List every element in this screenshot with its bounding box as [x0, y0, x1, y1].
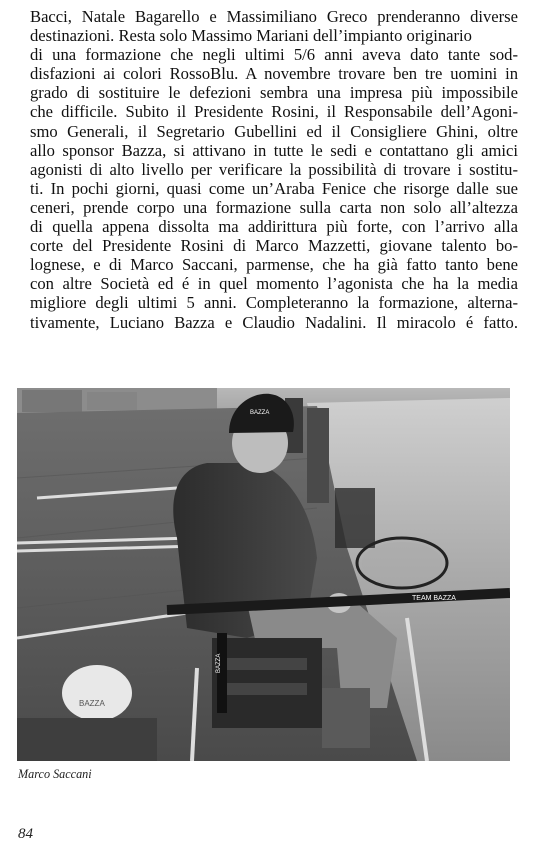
text-line: con altre Società ed é in quel momento l’agonista che ha la media [30, 274, 518, 294]
building [87, 392, 137, 410]
building [22, 390, 82, 412]
distant-figure [307, 408, 329, 503]
text-line: che difficile. Subito il Presidente Rosini, il Responsabile dell’Agoni- [30, 102, 518, 122]
text-line: smo Generali, il Segretario Gubellini ed il Consigliere Ghini, oltre [30, 121, 518, 141]
pole-logo: TEAM BAZZA [412, 595, 456, 602]
text-line: grado di sostituire le defezioni sembra una impresa più impossibile [30, 83, 518, 103]
page-number: 84 [18, 826, 33, 842]
bucket-logo: BAZZA [79, 699, 105, 708]
keepnet [335, 488, 375, 548]
text-line: agonisti di alto livello per verificare la possibilità di trovare i sostitu- [30, 159, 518, 179]
text-line: ti. In pochi giorni, quasi come un’Araba Fenice che risorge dalle sue [30, 178, 518, 198]
hat-logo: BAZZA [250, 410, 270, 416]
text-line: destinazioni. Resta solo Massimo Mariani dell’impianto originario [30, 26, 472, 46]
bait-bucket [62, 665, 132, 721]
text-line: di una formazione che negli ultimi 5/6 anni aveva dato tante sod- [30, 45, 518, 65]
text-line: di quella appena dissolta ma addirittura più forte, con l’arrivo alla [30, 217, 518, 237]
text-line: Bacci, Natale Bagarello e Massimiliano Greco prenderanno diverse [30, 7, 518, 26]
text-line: lognese, e di Marco Saccani, parmense, che ha già fatto tanto bene [30, 255, 518, 275]
text-line: allo sponsor Bazza, si attivano in tutte le sedi e contattano gli amici [30, 140, 518, 160]
text-line: tivamente, Luciano Bazza e Claudio Nadalini. Il miracolo é fatto. [30, 312, 518, 332]
text-line: migliore degli ultimi 5 anni. Completeranno la formazione, alterna- [30, 293, 518, 313]
photo-caption: Marco Saccani [18, 767, 92, 781]
text-line: disfazioni ai colori RossoBlu. A novembre trovare ben tre uomini in [30, 64, 518, 84]
fisherman-photo [17, 388, 510, 761]
strap-logo: BAZZA [216, 653, 222, 673]
article-text [30, 7, 518, 332]
text-line: corte del Presidente Rosini di Marco Mazzetti, giovane talento bo- [30, 236, 518, 256]
text-line: ceneri, prende corpo una formazione sulla carta non solo all’altezza [30, 197, 518, 217]
boot [322, 688, 370, 748]
